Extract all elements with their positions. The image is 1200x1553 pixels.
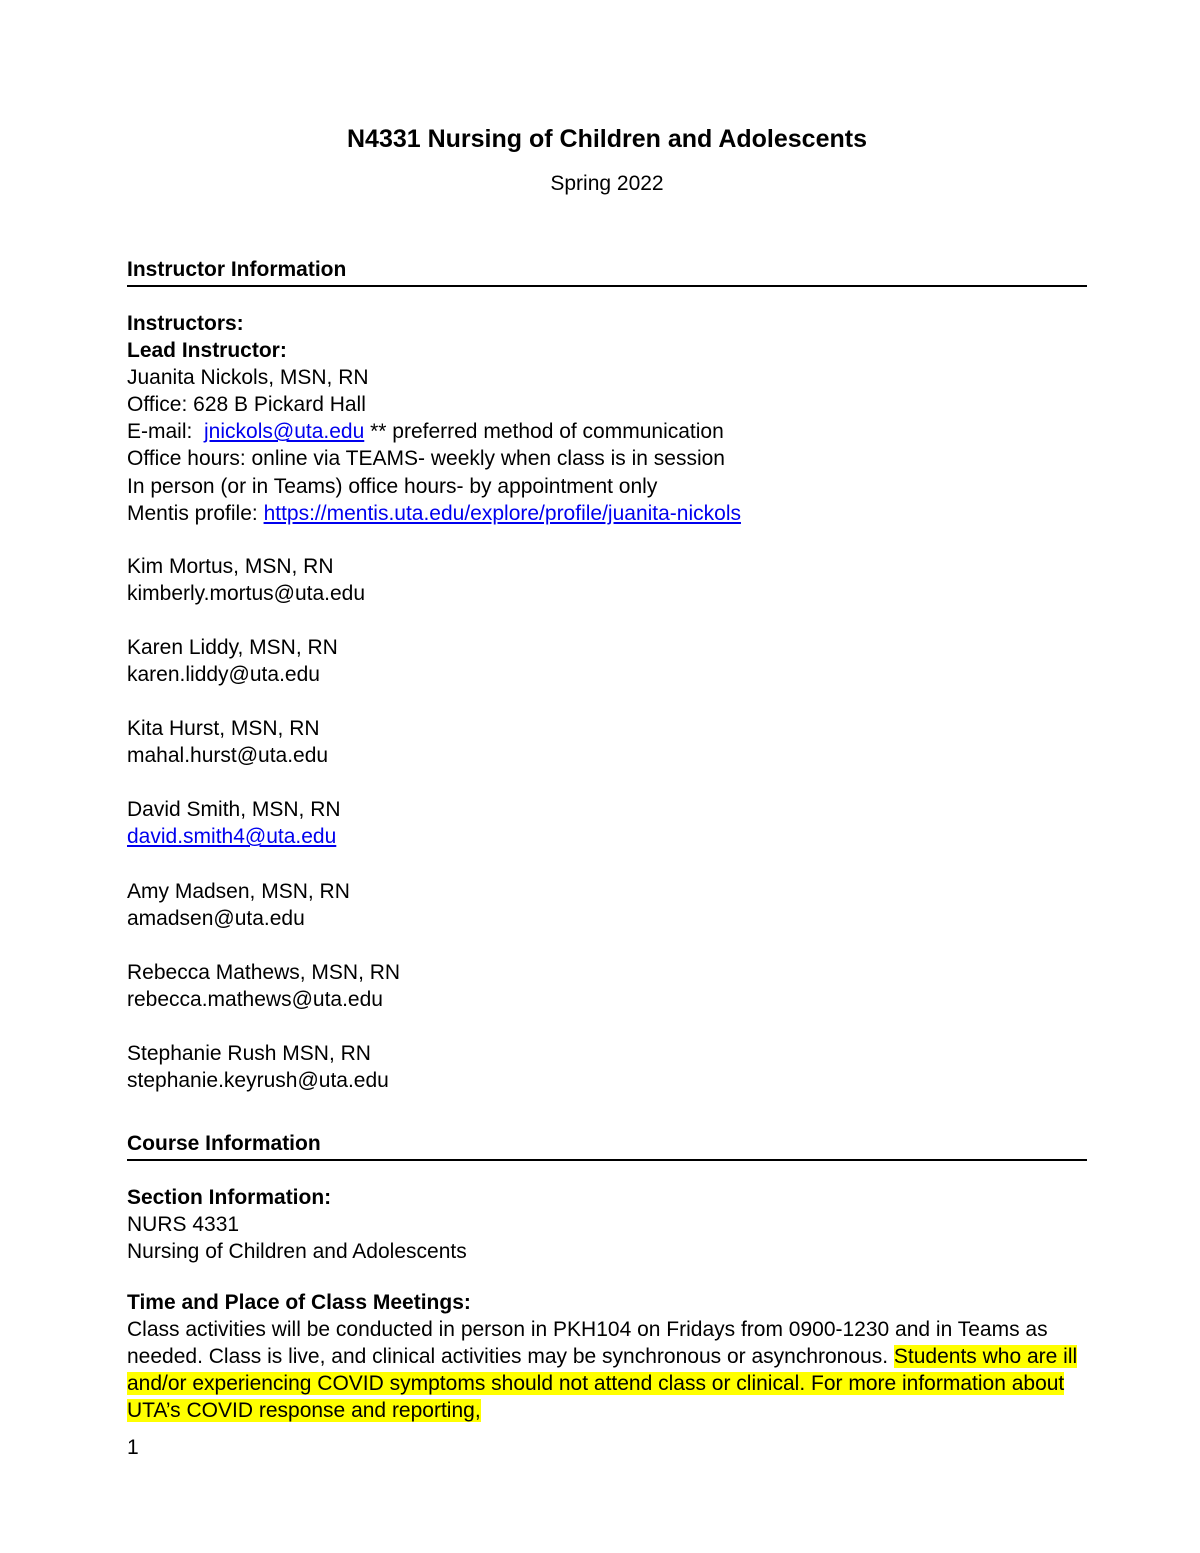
instructor-email: karen.liddy@uta.edu: [127, 663, 320, 687]
mentis-profile-link[interactable]: https://mentis.uta.edu/explore/profile/juanita-nickols: [263, 501, 741, 525]
lead-instructor-name: Juanita Nickols, MSN, RN: [127, 366, 369, 390]
section-information-label: Section Information:: [127, 1186, 332, 1209]
instructor-name: Kim Mortus, MSN, RN: [127, 555, 334, 578]
email-prefix: E-mail:: [127, 420, 205, 444]
class-meetings-text: Class activities will be conducted in person in PKH104 on Fridays from 0900-1230 and in Teams as needed. Class is live, and clinical activities may be synchronous or asynchronous.: [127, 1318, 1048, 1369]
instructor-entry: [127, 959, 1087, 1013]
document-term: Spring 2022: [550, 172, 664, 195]
instructor-email: amadsen@uta.edu: [127, 907, 305, 931]
lead-instructor-email-line: [127, 418, 1087, 445]
covid-notice-highlight: Students who are ill and/or experiencing COVID symptoms should not attend class or clinical. For more information about UTA’s COVID response and reporting,: [127, 1345, 1078, 1423]
instructor-information-heading: Instructor Information: [127, 256, 1087, 287]
instructor-email-line: [127, 823, 1087, 850]
section-information-block: [127, 1184, 1087, 1265]
instructor-email-link[interactable]: david.smith4@uta.edu: [127, 825, 337, 849]
lead-instructor-block: [127, 310, 1087, 527]
course-name: Nursing of Children and Adolescents: [127, 1240, 467, 1264]
page-number: 1: [127, 1436, 139, 1459]
course-number: NURS 4331: [127, 1213, 240, 1237]
instructor-email: stephanie.keyrush@uta.edu: [127, 1069, 389, 1093]
instructor-name: Kita Hurst, MSN, RN: [127, 717, 320, 740]
instructor-email: mahal.hurst@uta.edu: [127, 744, 329, 768]
document-page: [127, 0, 1087, 1553]
instructor-entry: [127, 796, 1087, 850]
instructor-entry: [127, 553, 1087, 607]
lead-instructor-in-person-hours: In person (or in Teams) office hours- by appointment only: [127, 474, 658, 498]
instructor-name: Amy Madsen, MSN, RN: [127, 880, 350, 903]
instructor-name: Stephanie Rush MSN, RN: [127, 1042, 371, 1065]
class-meetings-heading-block: [127, 1289, 1087, 1316]
instructor-name: David Smith, MSN, RN: [127, 798, 341, 821]
class-meetings-label: Time and Place of Class Meetings:: [127, 1291, 471, 1314]
lead-instructor-profile-line: [127, 500, 1087, 527]
instructor-name: Rebecca Mathews, MSN, RN: [127, 961, 401, 984]
instructor-entry: [127, 715, 1087, 769]
course-information-heading: Course Information: [127, 1130, 1087, 1161]
instructor-email: kimberly.mortus@uta.edu: [127, 582, 366, 606]
lead-instructor-office-hours: Office hours: online via TEAMS- weekly when class is in session: [127, 447, 725, 471]
instructor-entry: [127, 878, 1087, 932]
lead-instructor-email-link[interactable]: jnickols@uta.edu: [204, 420, 365, 444]
instructor-entry: [127, 1040, 1087, 1094]
instructor-entry: [127, 634, 1087, 688]
instructors-label: Instructors:: [127, 312, 244, 335]
profile-prefix: Mentis profile:: [127, 501, 264, 525]
email-note: ** preferred method of communication: [364, 420, 724, 444]
lead-instructor-office: Office: 628 B Pickard Hall: [127, 393, 366, 417]
instructor-name: Karen Liddy, MSN, RN: [127, 636, 338, 659]
class-meetings-paragraph: [127, 1316, 1087, 1424]
instructor-email: rebecca.mathews@uta.edu: [127, 988, 383, 1012]
document-title: N4331 Nursing of Children and Adolescents: [346, 125, 867, 153]
lead-instructor-label: Lead Instructor:: [127, 339, 287, 363]
